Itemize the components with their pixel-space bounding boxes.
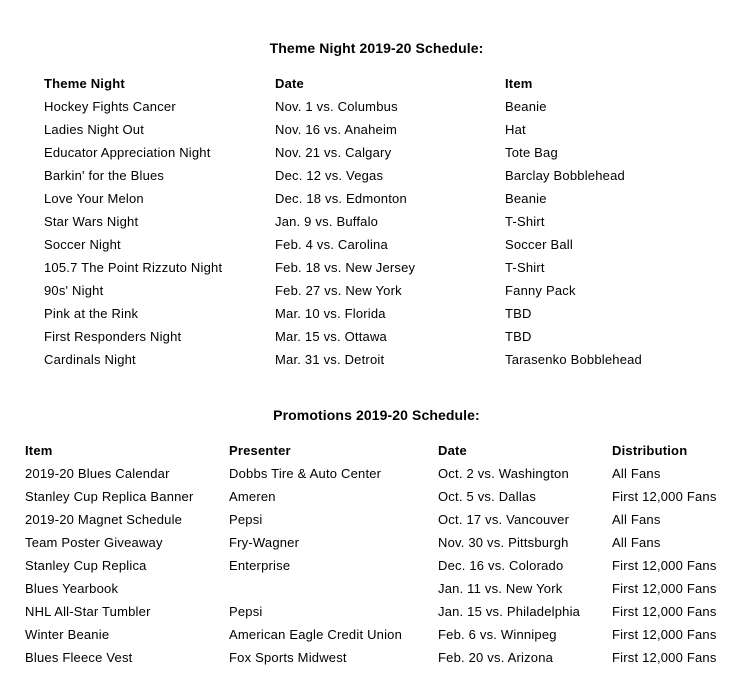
theme-night-date-cell: Dec. 18 vs. Edmonton [275,191,407,206]
promotion-presenter-cell: Fox Sports Midwest [229,650,347,665]
theme-night-item-cell: Beanie [505,191,547,206]
theme-night-name-cell: 90s' Night [44,283,104,298]
theme-header-2: Item [505,76,533,91]
promotion-distribution-cell: First 12,000 Fans [612,558,717,573]
promotion-presenter-cell: Ameren [229,489,276,504]
promotion-distribution-cell: First 12,000 Fans [612,489,717,504]
theme-night-date-cell: Mar. 10 vs. Florida [275,306,386,321]
theme-night-date-cell: Jan. 9 vs. Buffalo [275,214,379,229]
promotion-presenter-cell: Pepsi [229,604,263,619]
promotion-distribution-cell: All Fans [612,466,661,481]
promotion-presenter-cell: Dobbs Tire & Auto Center [229,466,382,481]
theme-night-item-cell: Hat [505,122,526,137]
theme-night-date-cell: Feb. 18 vs. New Jersey [275,260,416,275]
promotion-presenter-cell: Pepsi [229,512,263,527]
promotion-date-cell: Dec. 16 vs. Colorado [438,558,564,573]
promotion-item-cell: Stanley Cup Replica Banner [25,489,194,504]
theme-night-date-cell: Feb. 27 vs. New York [275,283,402,298]
theme-night-item-cell: Beanie [505,99,547,114]
theme-header-0: Theme Night [44,76,125,91]
promotion-date-cell: Feb. 20 vs. Arizona [438,650,554,665]
promotion-item-cell: Winter Beanie [25,627,110,642]
theme-night-name-cell: First Responders Night [44,329,182,344]
theme-night-item-cell: Tarasenko Bobblehead [505,352,642,367]
promotion-distribution-cell: First 12,000 Fans [612,581,717,596]
theme-night-date-cell: Nov. 21 vs. Calgary [275,145,392,160]
promotion-date-cell: Feb. 6 vs. Winnipeg [438,627,557,642]
theme-night-date-cell: Feb. 4 vs. Carolina [275,237,388,252]
promotion-item-cell: Stanley Cup Replica [25,558,147,573]
theme-night-name-cell: 105.7 The Point Rizzuto Night [44,260,223,275]
promotion-distribution-cell: First 12,000 Fans [612,627,717,642]
promotion-item-cell: Blues Yearbook [25,581,119,596]
theme-night-date-cell: Nov. 1 vs. Columbus [275,99,398,114]
promotion-presenter-cell: Fry-Wagner [229,535,300,550]
theme-night-title: Theme Night 2019-20 Schedule: [269,40,484,56]
promotion-date-cell: Oct. 5 vs. Dallas [438,489,537,504]
theme-night-name-cell: Ladies Night Out [44,122,145,137]
theme-night-item-cell: T-Shirt [505,214,545,229]
promotion-item-cell: Team Poster Giveaway [25,535,163,550]
promotion-distribution-cell: All Fans [612,512,661,527]
promotion-item-cell: NHL All-Star Tumbler [25,604,151,619]
theme-night-date-cell: Mar. 31 vs. Detroit [275,352,385,367]
promotion-item-cell: 2019-20 Magnet Schedule [25,512,183,527]
promotion-presenter-cell: Enterprise [229,558,291,573]
theme-night-item-cell: Barclay Bobblehead [505,168,625,183]
promotion-item-cell: 2019-20 Blues Calendar [25,466,170,481]
theme-header-1: Date [275,76,304,91]
promotion-distribution-cell: First 12,000 Fans [612,650,717,665]
promotion-date-cell: Oct. 2 vs. Washington [438,466,569,481]
theme-night-name-cell: Educator Appreciation Night [44,145,211,160]
theme-night-item-cell: Tote Bag [505,145,558,160]
promotion-date-cell: Oct. 17 vs. Vancouver [438,512,570,527]
theme-night-item-cell: Fanny Pack [505,283,576,298]
promotions-header-0: Item [25,443,53,458]
theme-night-date-cell: Nov. 16 vs. Anaheim [275,122,398,137]
promotions-header-3: Distribution [612,443,688,458]
theme-night-name-cell: Star Wars Night [44,214,139,229]
promotion-date-cell: Jan. 15 vs. Philadelphia [438,604,581,619]
promotion-date-cell: Nov. 30 vs. Pittsburgh [438,535,569,550]
theme-night-name-cell: Soccer Night [44,237,121,252]
theme-night-name-cell: Love Your Melon [44,191,144,206]
theme-night-date-cell: Mar. 15 vs. Ottawa [275,329,387,344]
theme-night-item-cell: Soccer Ball [505,237,573,252]
theme-night-item-cell: TBD [505,329,532,344]
promotions-header-2: Date [438,443,467,458]
promotion-distribution-cell: All Fans [612,535,661,550]
theme-night-item-cell: TBD [505,306,532,321]
theme-night-date-cell: Dec. 12 vs. Vegas [275,168,384,183]
theme-night-name-cell: Cardinals Night [44,352,136,367]
theme-night-item-cell: T-Shirt [505,260,545,275]
theme-night-name-cell: Barkin' for the Blues [44,168,165,183]
promotion-presenter-cell: American Eagle Credit Union [229,627,403,642]
promotion-item-cell: Blues Fleece Vest [25,650,133,665]
theme-night-name-cell: Pink at the Rink [44,306,139,321]
theme-night-name-cell: Hockey Fights Cancer [44,99,176,114]
promotion-date-cell: Jan. 11 vs. New York [438,581,563,596]
promotion-distribution-cell: First 12,000 Fans [612,604,717,619]
promotions-title: Promotions 2019-20 Schedule: [273,407,480,423]
promotions-header-1: Presenter [229,443,291,458]
